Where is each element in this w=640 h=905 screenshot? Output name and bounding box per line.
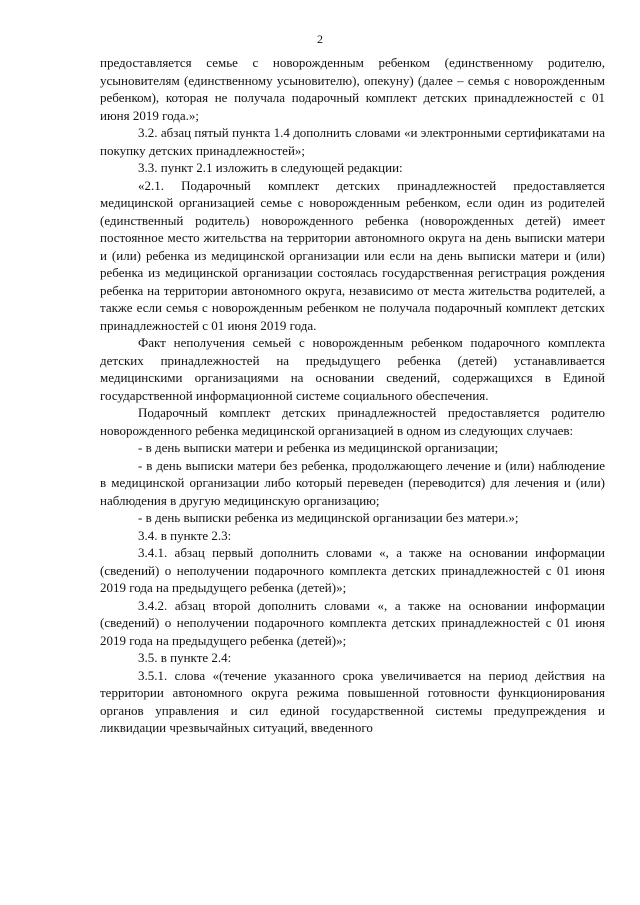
paragraph: - в день выписки матери и ребенка из медицинской организации; (138, 440, 499, 455)
paragraph: Подарочный комплект детских принадлежностей предоставляется родителю новорожденного ребенка медицинской организацией в одном из следующих случаев: (100, 405, 605, 438)
paragraph: 3.4.2. абзац второй дополнить словами «, а также на основании информации (сведений) о неполучении подарочного комплекта детских принадлежностей с 01 июня 2019 года на предыдущего ребенка (детей)»; (100, 597, 605, 648)
paragraph: 3.2. абзац пятый пункта 1.4 дополнить словами «и электронными сертификатами на покупку детских принадлежностей»; (100, 125, 605, 158)
paragraph: «2.1. Подарочный комплект детских принадлежностей предоставляется медицинской организацией семье с новорожденным ребенком, если один из родителей (единственный родитель) новорожденного ребенка (новорожденных детей) имеет постоянное место жительства на территории автономного округа на день выписки матери и (или) ребенка из медицинской организации или если на день выписки матери и (или) ребенка из медицинской организации состоялась государственная регистрация рождения ребенка на территории автономного округа, независимо от места жительства родителей, а также если семья с новорожденным ребенком не получала подарочный комплект детских принадлежностей с 01 июня 2019 года. (100, 177, 605, 333)
paragraph: - в день выписки ребенка из медицинской организации без матери.»; (138, 510, 519, 525)
paragraph: 3.5.1. слова «(течение указанного срока увеличивается на период действия на территории автономного округа режима повышенной готовности функционирования органов управления и сил единой государственной системы предупреждения и ликвидации чрезвычайных ситуаций, введенного (100, 667, 605, 735)
paragraph: 3.5. в пункте 2.4: (138, 650, 232, 665)
paragraph: предоставляется семье с новорожденным ребенком (единственному родителю, усыновителям (единственному усыновителю), опекуну) (далее – семья с новорожденным ребенком), которая не получала подарочный комплект детских принадлежностей с 01 июня 2019 года.»; (100, 55, 605, 123)
document-body (100, 54, 605, 737)
paragraph: 3.4. в пункте 2.3: (138, 527, 232, 543)
paragraph: 3.3. пункт 2.1 изложить в следующей редакции: (138, 160, 403, 175)
paragraph: - в день выписки матери без ребенка, продолжающего лечение и (или) наблюдение в медицинской организации либо который переведен (переводится) для лечения и (или) наблюдения в другую медицинскую организацию; (100, 457, 605, 508)
paragraph: 3.4.1. абзац первый дополнить словами «, а также на основании информации (сведений) о неполучении подарочного комплекта детских принадлежностей с 01 июня 2019 года на предыдущего ребенка (детей)»; (100, 545, 605, 595)
paragraph: Факт неполучения семьей с новорожденным ребенком подарочного комплекта детских принадлежностей на предыдущего ребенка (детей) устанавливается медицинскими организациями на основании сведений, содержащихся в Единой государственной информационной системе социального обеспечения. (100, 335, 605, 403)
page-number: 2 (317, 32, 323, 46)
